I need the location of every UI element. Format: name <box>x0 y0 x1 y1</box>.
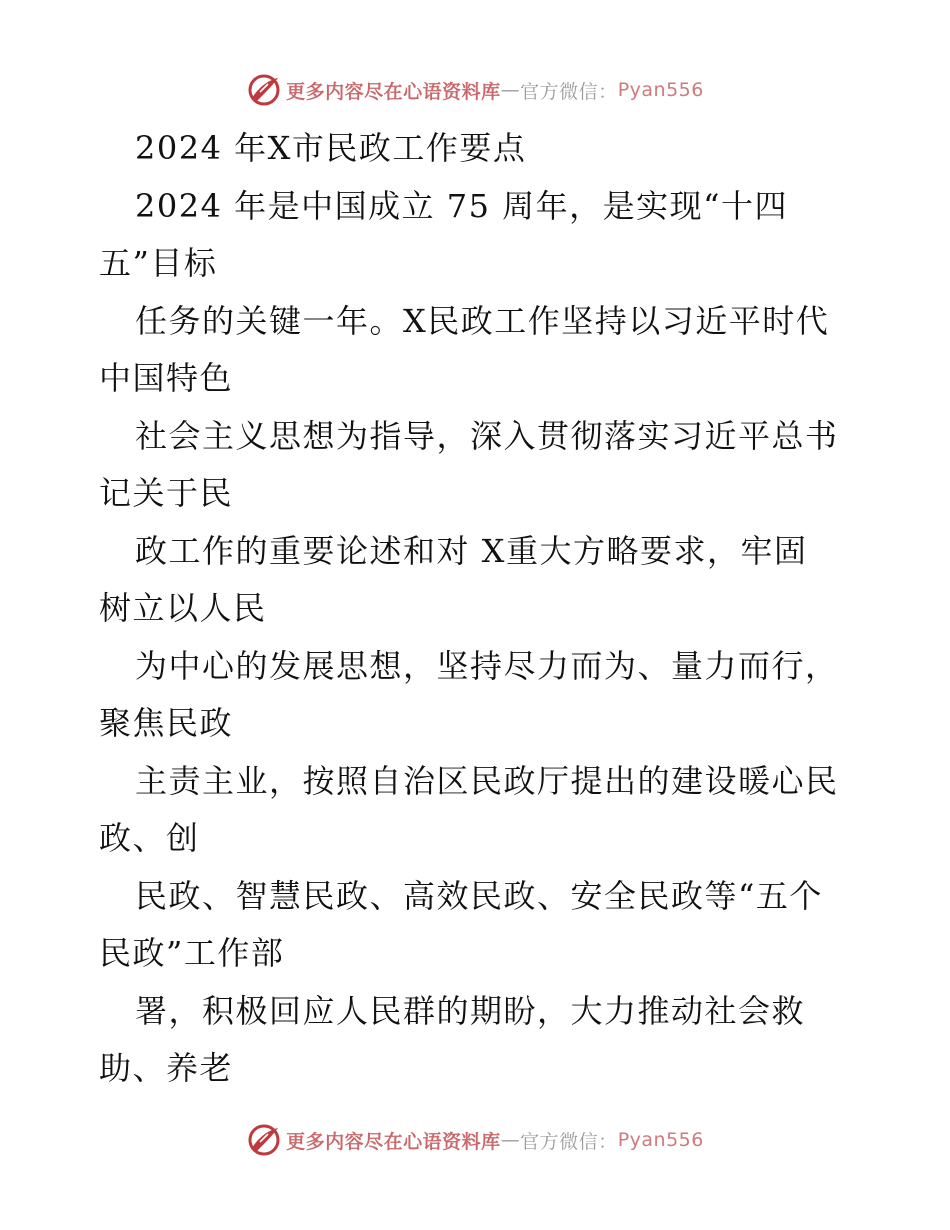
document-line: 社会主义思想为指导，深入贯彻落实习近平总书 <box>135 416 839 455</box>
document-line: 2024 年是中国成立 75 周年，是实现“十四 <box>135 186 789 225</box>
stylized-pen-logo-icon <box>246 72 282 108</box>
document-line: 聚焦民政 <box>99 704 234 742</box>
document-line: 民政、智慧民政、高效民政、安全民政等“五个 <box>135 876 823 915</box>
watermark-sub-text: 官方微信： <box>520 1130 618 1153</box>
document-line: 记关于民 <box>99 474 234 512</box>
document-line: 五”目标 <box>99 244 218 282</box>
document-line: 政、创 <box>99 819 200 857</box>
watermark-main-text: 更多内容尽在心语资料库 <box>286 80 501 103</box>
watermark-separator: — <box>500 1129 521 1151</box>
document-line: 政工作的重要论述和对 X重大方略要求，牢固 <box>135 531 808 570</box>
watermark-main-text: 更多内容尽在心语资料库 <box>286 1130 501 1153</box>
watermark-separator: — <box>500 79 521 101</box>
document-line: 中国特色 <box>99 359 234 397</box>
document-body <box>99 120 889 1098</box>
watermark-sub-text: 官方微信： <box>520 80 618 103</box>
document-line: 民政”工作部 <box>99 934 285 972</box>
document-line: 署，积极回应人民群的期盼，大力推动社会救 <box>135 991 806 1030</box>
document-line: 2024 年X市民政工作要点 <box>135 129 527 167</box>
document-line: 为中心的发展思想，坚持尽力而为、量力而行， <box>135 646 839 685</box>
document-line: 任务的关键一年。X民政工作坚持以习近平时代 <box>135 301 830 340</box>
document-line: 主责主业，按照自治区民政厅提出的建设暖心民 <box>135 761 839 800</box>
header-watermark <box>0 68 950 112</box>
document-line: 树立以人民 <box>99 589 267 627</box>
watermark-wechat-id: Pyan556 <box>617 79 704 101</box>
document-line: 助、养老 <box>99 1049 234 1087</box>
footer-watermark <box>0 1118 950 1162</box>
stylized-pen-logo-icon <box>246 1122 282 1158</box>
watermark-wechat-id: Pyan556 <box>617 1129 704 1151</box>
